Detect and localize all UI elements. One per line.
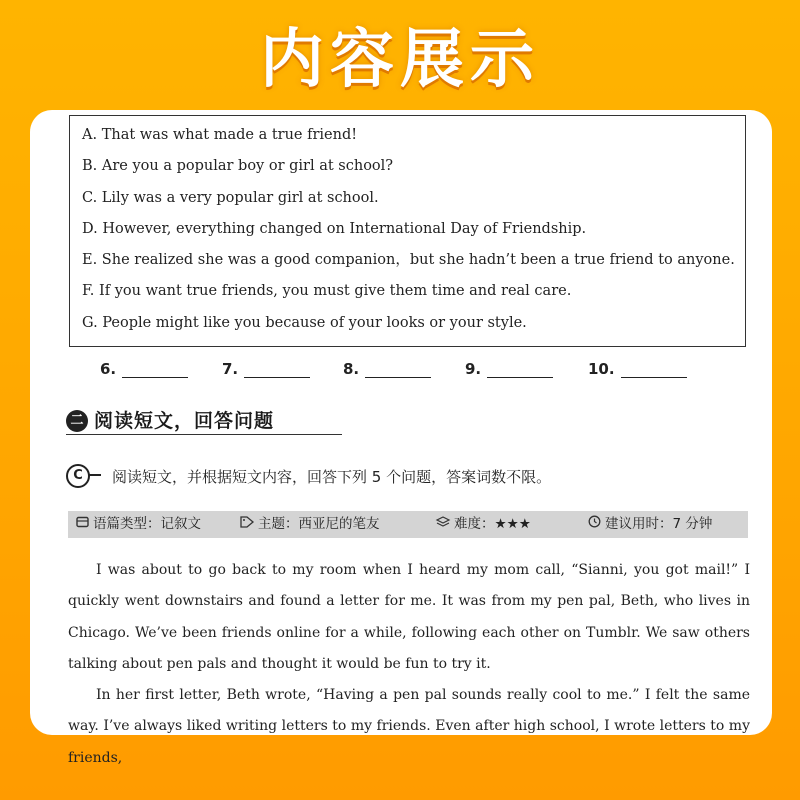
answer-blank-7: 7.: [222, 360, 310, 378]
section-heading: [66, 404, 342, 438]
options-box: [69, 115, 746, 347]
banner-title: 内容展示: [260, 23, 540, 97]
book-icon: [76, 511, 89, 538]
meta-topic: 主题：西亚尼的笔友: [240, 511, 380, 538]
section-underline: [66, 434, 342, 435]
option-b: B. Are you a popular boy or girl at school?: [82, 158, 394, 175]
instruction: [66, 464, 756, 490]
level-c-icon-tail: [89, 474, 101, 476]
passage-paragraph-1: I was about to go back to my room when I heard my mom call, “Sianni, you got mail!” I quickly went downstairs and found a letter for me. It was from my pen pal, Beth, who lives in Chicago. We’ve been friends online for a while, following each other on Tumblr. We saw others talking about pen pals and thought it would be fun to try it.: [68, 562, 750, 672]
meta-bar: [68, 511, 748, 538]
reading-passage: [68, 555, 750, 774]
answer-blank-6: 6.: [100, 360, 188, 378]
layers-icon: [436, 511, 450, 538]
level-c-icon: C: [66, 464, 90, 488]
answer-blanks: [100, 360, 750, 384]
meta-time: 建议用时：7 分钟: [588, 511, 712, 538]
section-number-badge: 二: [66, 410, 88, 432]
option-d: D. However, everything changed on International Day of Friendship.: [82, 220, 587, 237]
option-f: F. If you want true friends, you must give them time and real care.: [82, 283, 572, 300]
option-a: A. That was what made a true friend!: [82, 127, 358, 143]
answer-blank-8: 8.: [343, 360, 431, 378]
instruction-text: 阅读短文，并根据短文内容，回答下列 5 个问题，答案词数不限。: [112, 468, 552, 486]
option-c: C. Lily was a very popular girl at school.: [82, 189, 379, 206]
option-g: G. People might like you because of your looks or your style.: [82, 314, 527, 331]
content-card: [30, 110, 772, 766]
meta-difficulty: 难度：★★★: [436, 511, 531, 538]
section-title: 阅读短文，回答问题: [94, 410, 275, 432]
tag-icon: [240, 511, 254, 538]
answer-blank-9: 9.: [465, 360, 553, 378]
answer-blank-10: 10.: [588, 360, 687, 378]
clock-icon: [588, 511, 601, 538]
meta-genre: 语篇类型：记叙文: [76, 511, 201, 538]
option-e: E. She realized she was a good companion，but she hadn’t been a true friend to anyone.: [82, 252, 735, 269]
passage-paragraph-2: In her first letter, Beth wrote, “Having a pen pal sounds really cool to me.” I felt the same way. I’ve always liked writing letters to my friends. Even after high school, I wrote letters to my friends,: [68, 687, 750, 766]
